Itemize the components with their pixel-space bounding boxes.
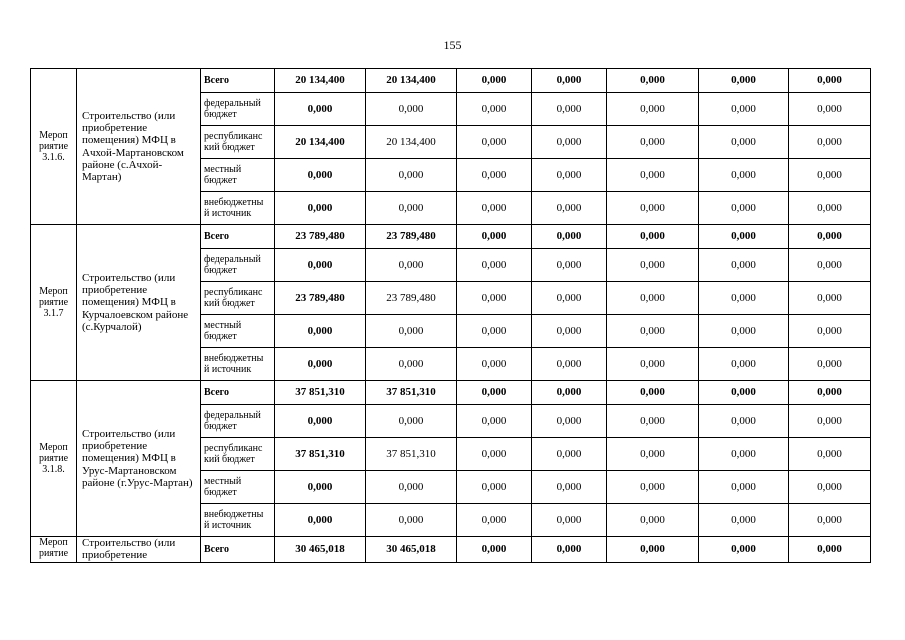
- value-cell: 0,000: [699, 282, 789, 315]
- value-cell: 0,000: [607, 225, 699, 249]
- value-cell: 0,000: [699, 537, 789, 563]
- value-cell: 0,000: [457, 249, 532, 282]
- funding-source-cell: внебюджетны й источник: [201, 504, 275, 537]
- value-cell: 0,000: [366, 504, 457, 537]
- value-cell: 0,000: [457, 159, 532, 192]
- value-cell: 0,000: [275, 405, 366, 438]
- value-cell: 37 851,310: [366, 438, 457, 471]
- value-cell: 0,000: [789, 537, 871, 563]
- value-cell: 0,000: [275, 315, 366, 348]
- funding-source-cell: местный бюджет: [201, 471, 275, 504]
- value-cell: 0,000: [789, 504, 871, 537]
- value-cell: 0,000: [789, 282, 871, 315]
- activity-cell: Мероп риятие 3.1.6.: [31, 69, 77, 225]
- value-cell: 37 851,310: [275, 381, 366, 405]
- budget-table: [30, 68, 871, 563]
- value-cell: 0,000: [532, 93, 607, 126]
- value-cell: 23 789,480: [275, 225, 366, 249]
- value-cell: 0,000: [532, 159, 607, 192]
- value-cell: 0,000: [789, 381, 871, 405]
- table-row: [31, 225, 871, 249]
- description-cell: Строительство (или приобретение: [77, 537, 201, 563]
- value-cell: 0,000: [457, 282, 532, 315]
- value-cell: 0,000: [607, 537, 699, 563]
- value-cell: 0,000: [532, 69, 607, 93]
- activity-cell: Мероп риятие 3.1.8.: [31, 381, 77, 537]
- value-cell: 0,000: [607, 69, 699, 93]
- value-cell: 0,000: [532, 438, 607, 471]
- value-cell: 0,000: [607, 282, 699, 315]
- value-cell: 0,000: [457, 126, 532, 159]
- value-cell: 0,000: [699, 471, 789, 504]
- value-cell: 0,000: [457, 471, 532, 504]
- funding-source-cell: Всего: [201, 381, 275, 405]
- value-cell: 0,000: [366, 348, 457, 381]
- value-cell: 0,000: [607, 471, 699, 504]
- value-cell: 0,000: [607, 249, 699, 282]
- value-cell: 0,000: [457, 93, 532, 126]
- value-cell: 0,000: [457, 315, 532, 348]
- value-cell: 20 134,400: [366, 126, 457, 159]
- value-cell: 30 465,018: [275, 537, 366, 563]
- funding-source-cell: внебюджетны й источник: [201, 192, 275, 225]
- funding-source-cell: федеральный бюджет: [201, 405, 275, 438]
- description-cell: Строительство (или приобретение помещения) МФЦ в Ачхой-Мартановском районе (с.Ачхой-Мартан): [77, 69, 201, 225]
- value-cell: 0,000: [607, 438, 699, 471]
- value-cell: 0,000: [275, 348, 366, 381]
- value-cell: 0,000: [699, 348, 789, 381]
- value-cell: 0,000: [789, 405, 871, 438]
- funding-source-cell: Всего: [201, 537, 275, 563]
- value-cell: 0,000: [789, 159, 871, 192]
- page-number: 155: [443, 38, 462, 52]
- value-cell: 0,000: [789, 69, 871, 93]
- value-cell: 0,000: [789, 93, 871, 126]
- value-cell: 37 851,310: [366, 381, 457, 405]
- value-cell: 0,000: [366, 192, 457, 225]
- value-cell: 0,000: [532, 504, 607, 537]
- value-cell: 0,000: [457, 192, 532, 225]
- value-cell: 0,000: [607, 159, 699, 192]
- value-cell: 0,000: [699, 126, 789, 159]
- table-row: [31, 537, 871, 563]
- value-cell: 0,000: [699, 159, 789, 192]
- value-cell: 0,000: [607, 504, 699, 537]
- value-cell: 0,000: [457, 69, 532, 93]
- funding-source-cell: федеральный бюджет: [201, 93, 275, 126]
- funding-source-cell: республиканс кий бюджет: [201, 126, 275, 159]
- value-cell: 0,000: [366, 315, 457, 348]
- value-cell: 0,000: [789, 225, 871, 249]
- table-row: [31, 381, 871, 405]
- value-cell: 0,000: [699, 504, 789, 537]
- value-cell: 0,000: [607, 348, 699, 381]
- value-cell: 23 789,480: [366, 282, 457, 315]
- value-cell: 0,000: [607, 315, 699, 348]
- value-cell: 0,000: [532, 381, 607, 405]
- value-cell: 0,000: [457, 537, 532, 563]
- activity-cell: Мероп риятие: [31, 537, 77, 563]
- value-cell: 0,000: [699, 315, 789, 348]
- funding-source-cell: Всего: [201, 225, 275, 249]
- value-cell: 0,000: [532, 405, 607, 438]
- activity-cell: Мероп риятие 3.1.7: [31, 225, 77, 381]
- value-cell: 0,000: [532, 126, 607, 159]
- value-cell: 0,000: [699, 69, 789, 93]
- value-cell: 0,000: [532, 537, 607, 563]
- value-cell: 0,000: [457, 504, 532, 537]
- value-cell: 0,000: [275, 249, 366, 282]
- value-cell: 0,000: [275, 192, 366, 225]
- funding-source-cell: федеральный бюджет: [201, 249, 275, 282]
- value-cell: 0,000: [457, 348, 532, 381]
- value-cell: 0,000: [789, 315, 871, 348]
- value-cell: 0,000: [532, 192, 607, 225]
- value-cell: 0,000: [789, 348, 871, 381]
- value-cell: 30 465,018: [366, 537, 457, 563]
- value-cell: 0,000: [532, 225, 607, 249]
- value-cell: 0,000: [366, 471, 457, 504]
- value-cell: 0,000: [366, 405, 457, 438]
- funding-source-cell: внебюджетны й источник: [201, 348, 275, 381]
- value-cell: 0,000: [607, 192, 699, 225]
- value-cell: 20 134,400: [366, 69, 457, 93]
- value-cell: 0,000: [607, 381, 699, 405]
- value-cell: 0,000: [699, 381, 789, 405]
- value-cell: 23 789,480: [275, 282, 366, 315]
- table-body: [31, 69, 871, 563]
- value-cell: 0,000: [457, 381, 532, 405]
- value-cell: 0,000: [366, 249, 457, 282]
- value-cell: 20 134,400: [275, 126, 366, 159]
- value-cell: 20 134,400: [275, 69, 366, 93]
- value-cell: 0,000: [607, 405, 699, 438]
- value-cell: 0,000: [366, 93, 457, 126]
- funding-source-cell: местный бюджет: [201, 315, 275, 348]
- value-cell: 0,000: [789, 126, 871, 159]
- value-cell: 0,000: [275, 471, 366, 504]
- value-cell: 0,000: [457, 405, 532, 438]
- funding-source-cell: республиканс кий бюджет: [201, 282, 275, 315]
- value-cell: 0,000: [532, 315, 607, 348]
- table-row: [31, 69, 871, 93]
- value-cell: 0,000: [607, 93, 699, 126]
- value-cell: 0,000: [699, 225, 789, 249]
- value-cell: 0,000: [789, 249, 871, 282]
- value-cell: 0,000: [699, 93, 789, 126]
- value-cell: 0,000: [366, 159, 457, 192]
- funding-source-cell: республиканс кий бюджет: [201, 438, 275, 471]
- value-cell: 0,000: [275, 93, 366, 126]
- description-cell: Строительство (или приобретение помещения) МФЦ в Курчалоевском районе (с.Курчалой): [77, 225, 201, 381]
- value-cell: 0,000: [789, 471, 871, 504]
- value-cell: 0,000: [457, 438, 532, 471]
- value-cell: 0,000: [532, 249, 607, 282]
- value-cell: 23 789,480: [366, 225, 457, 249]
- value-cell: 0,000: [532, 282, 607, 315]
- funding-source-cell: Всего: [201, 69, 275, 93]
- description-cell: Строительство (или приобретение помещения) МФЦ в Урус-Мартановском районе (г.Урус-Мартан): [77, 381, 201, 537]
- value-cell: 0,000: [699, 192, 789, 225]
- value-cell: 0,000: [699, 438, 789, 471]
- value-cell: 0,000: [275, 504, 366, 537]
- value-cell: 0,000: [789, 192, 871, 225]
- funding-source-cell: местный бюджет: [201, 159, 275, 192]
- value-cell: 0,000: [699, 405, 789, 438]
- value-cell: 0,000: [789, 438, 871, 471]
- value-cell: 0,000: [457, 225, 532, 249]
- value-cell: 0,000: [699, 249, 789, 282]
- value-cell: 0,000: [607, 126, 699, 159]
- value-cell: 0,000: [532, 348, 607, 381]
- value-cell: 0,000: [275, 159, 366, 192]
- value-cell: 0,000: [532, 471, 607, 504]
- value-cell: 37 851,310: [275, 438, 366, 471]
